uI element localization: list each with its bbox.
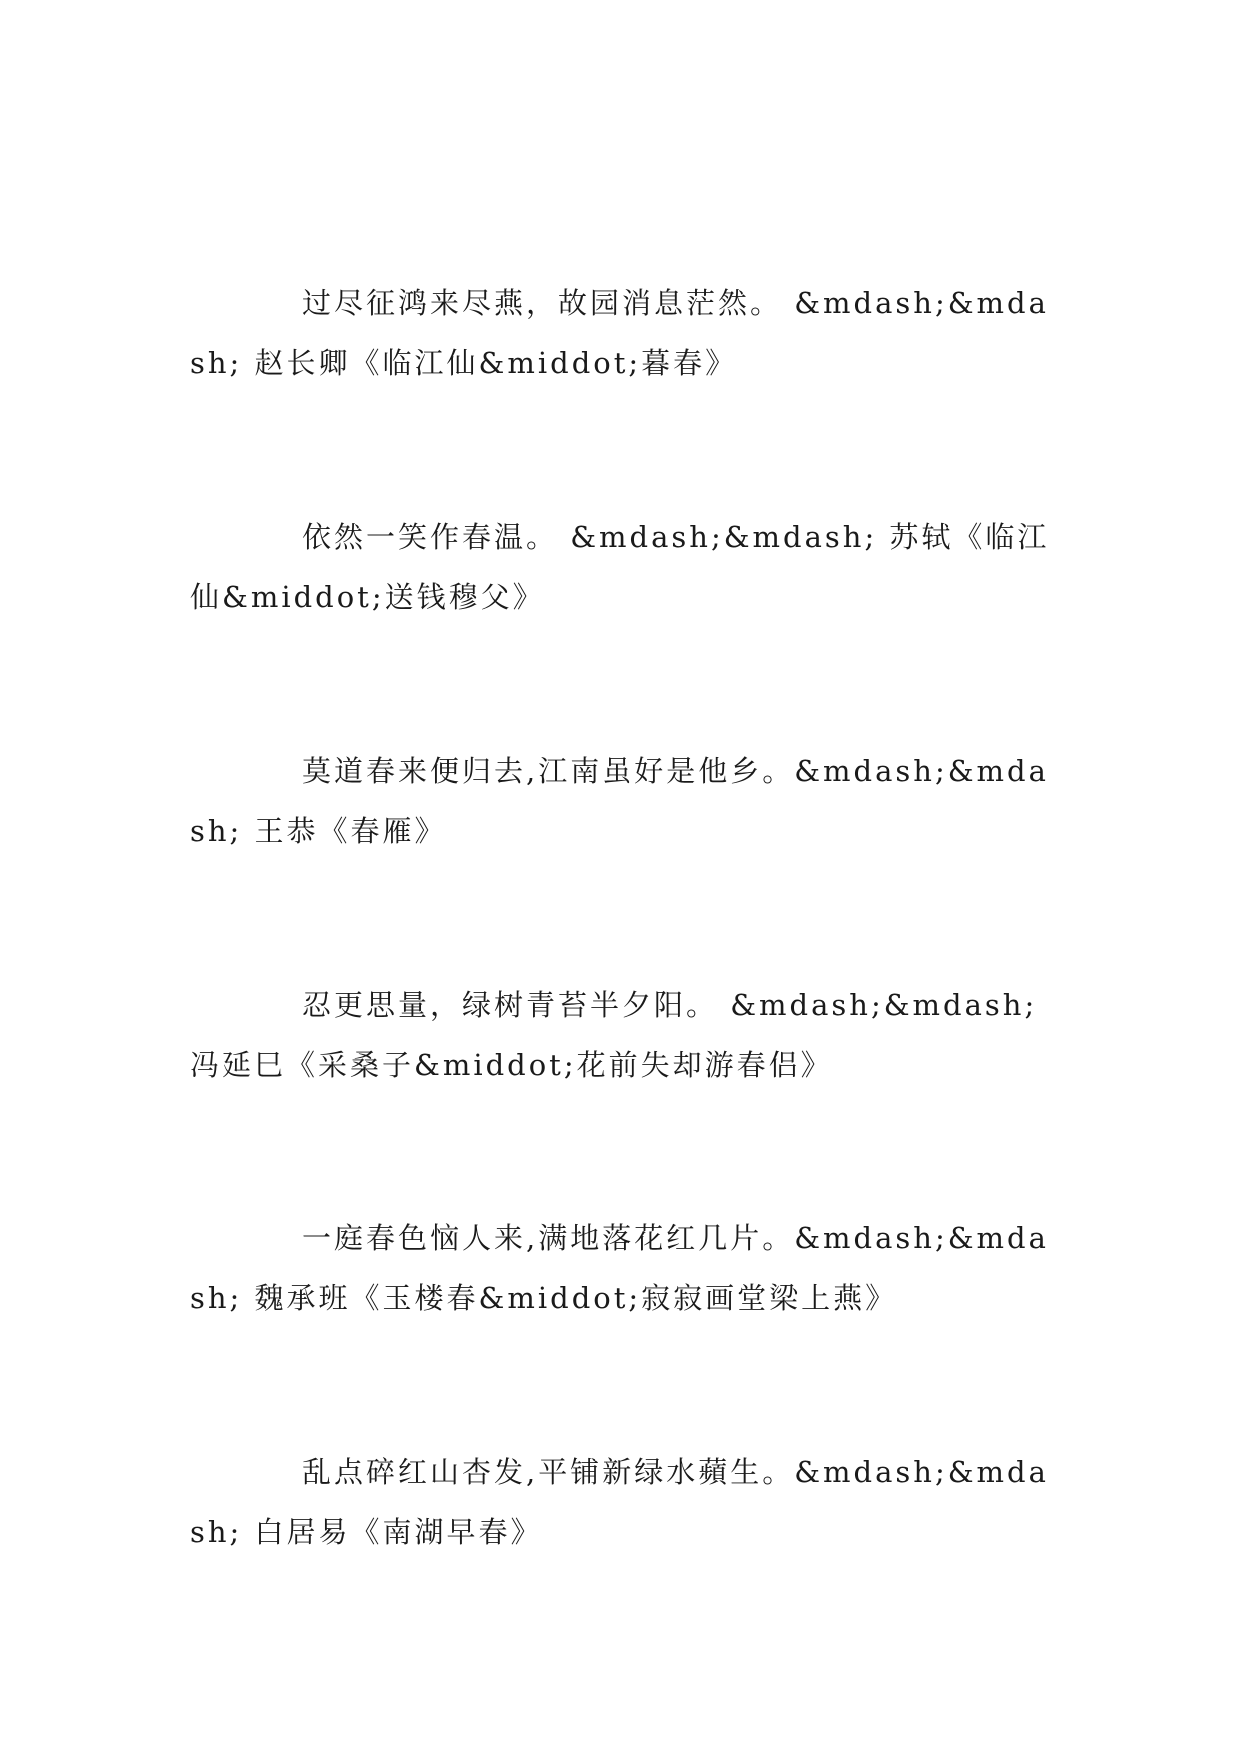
quote-paragraph: 乱点碎红山杏发,平铺新绿水蘋生。&mdash;&mdash; 白居易《南湖早春》	[190, 1455, 1049, 1549]
quote-paragraph: 忍更思量，绿树青苔半夕阳。 &mdash;&mdash; 冯延巳《采桑子&middot;花前失却游春侣》	[190, 988, 1038, 1082]
quote-paragraph: 一庭春色恼人来,满地落花红几片。&mdash;&mdash; 魏承班《玉楼春&middot;寂寂画堂梁上燕》	[190, 1221, 1049, 1315]
quote-paragraph: 过尽征鸿来尽燕，故园消息茫然。 &mdash;&mdash; 赵长卿《临江仙&middot;暮春》	[190, 286, 1049, 380]
quote-paragraph: 莫道春来便归去,江南虽好是他乡。&mdash;&mdash; 王恭《春雁》	[190, 754, 1049, 848]
quote-paragraph: 依然一笑作春温。 &mdash;&mdash; 苏轼《临江仙&middot;送钱穆父》	[190, 520, 1050, 614]
